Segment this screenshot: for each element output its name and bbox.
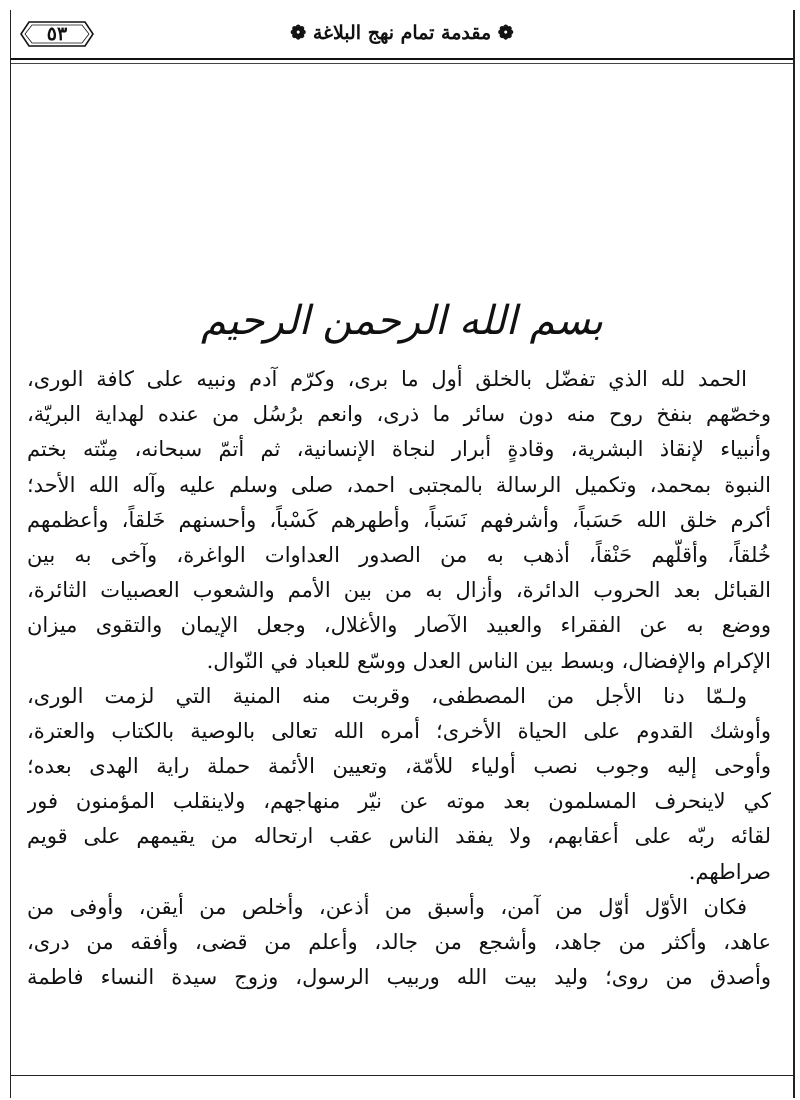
text-line: خُلقاً، وأقلّهم حَنْقاً، أذهب به من الصدور العداوات الواغرة، وآخى به بين: [27, 542, 771, 567]
page-number: ٥٣: [46, 23, 68, 45]
text-line: عاهد، وأكثر من جاهد، وأشجع من جالد، وأعلم من قضى، وأفقه من درى،: [27, 930, 771, 954]
text-line: وأنبياء لإنقاذ البشرية، وقادةٍ أبرار لنجاة الإنسانية، ثم أتمّ سبحانه، مِنّته بختم: [27, 437, 771, 462]
text-line: وأوشك القدوم على الحياة الأخرى؛ أمره الله تعالى بالوصية بالكتاب والعترة،: [27, 718, 771, 743]
text-line: لقائه ربّه على أعقابهم، ولا يفقد الناس عقب ارتحاله من يقيمهم على قويم: [27, 824, 771, 849]
header-title: ❁ مقدمة تمام نهج البلاغة ❁: [290, 22, 514, 44]
text-line: فكان الأوّل أوّل من آمن، وأسبق من أذعن، وأخلص من أيقن، وأوفى من: [27, 894, 747, 919]
running-header: [11, 14, 793, 60]
text-line: النبوة بمحمد، وتكميل الرسالة بالمجتبى احمد، صلى وسلم عليه وآله الله الأحد؛: [27, 472, 771, 497]
document-page: [10, 10, 795, 1098]
text-line: ولـمّا دنا الأجل من المصطفى، وقربت منه المنية التي لزمت الورى،: [27, 683, 747, 708]
text-line: القبائل بعد الحروب الدائرة، وأزال به من بين الأمم والشعوب العصبيات الثائرة،: [27, 578, 771, 603]
text-line: وخصّهم بنفخ روح منه دون سائر ما ذرى، وانعم برُسُل من عنده لهداية البريّة،: [27, 402, 771, 427]
paragraph-2: [27, 679, 771, 890]
text-line: الحمد لله الذي تفضّل بالخلق أول ما برى، وكرّم آدم ونبيه على كافة الورى،: [27, 367, 747, 391]
text-line: وأوحى إليه وجوب نصب أولياء للأمّة، وتعيين الأئمة حملة راية الهدى بعده؛: [27, 754, 771, 779]
paragraph-1: [27, 362, 771, 679]
bottom-rule: [11, 1075, 793, 1076]
text-line: كي لاينحرف المسلمون بعد موته عن نيّر منهاجهم، ولاينقلب المؤمنون فور: [27, 789, 771, 814]
text-line: ووضع به عن الفقراء والعبيد الآصار والأغلال، وجعل الإيمان والتقوى ميزان: [27, 613, 771, 638]
basmala-calligraphy: بسم الله الرحمن الرحيم: [200, 298, 604, 344]
paragraph-3: [27, 890, 771, 996]
text-line: الإكرام والإفضال، وبسط بين الناس العدل ووسّع للعباد في النّوال.: [206, 648, 771, 673]
body-text: [27, 362, 771, 995]
text-line: أكرم خلق الله حَسَباً، وأشرفهم نَسَباً، وأطهرهم كَسْباً، وأحسنهم خَلقاً، وأعظمهم: [27, 507, 771, 532]
text-line: وأصدق من روى؛ وليد بيت الله وربيب الرسول، وزوج سيدة النساء فاطمة: [27, 965, 771, 990]
text-line: صراطهم.: [688, 859, 771, 884]
